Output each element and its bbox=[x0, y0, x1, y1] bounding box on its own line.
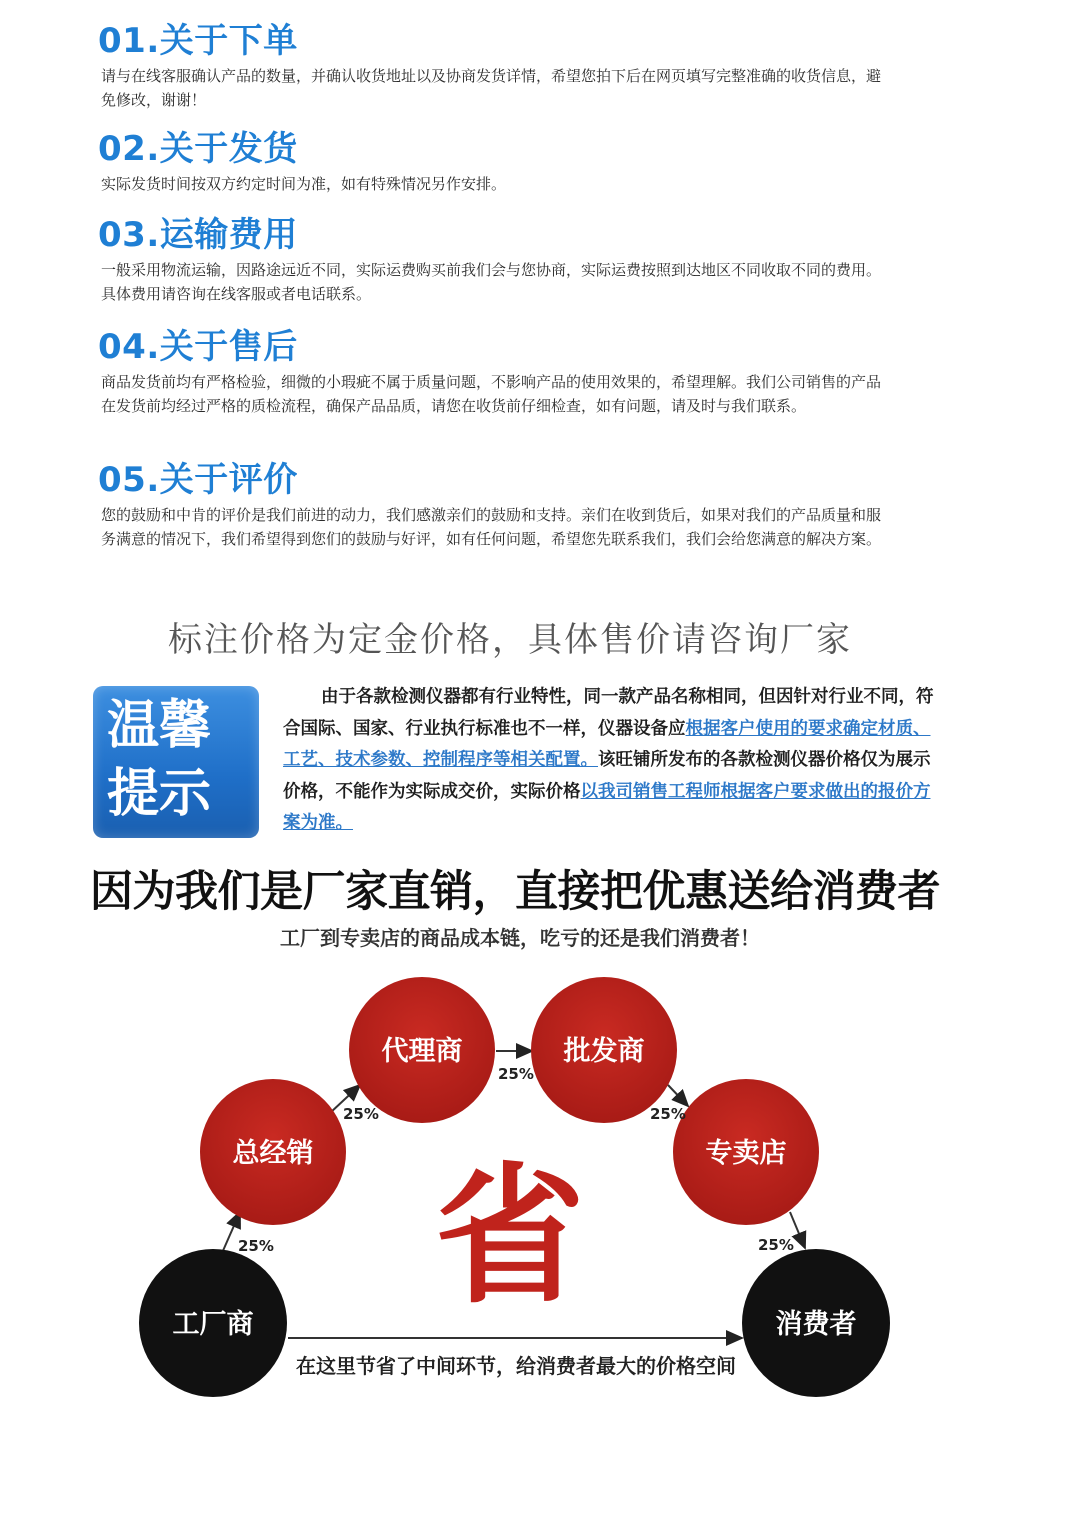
section-title: 03.运输费用 bbox=[98, 215, 298, 255]
section-title: 05.关于评价 bbox=[98, 460, 298, 500]
node-wholesale-label: 批发商 bbox=[563, 1036, 645, 1067]
section-body: 实际发货时间按双方约定时间为准，如有特殊情况另作安排。 bbox=[101, 175, 507, 193]
section-body: 您的鼓励和中肯的评价是我们前进的动力，我们感激亲们的鼓励和支持。亲们在收到货后，如果对我们的产品质量和服务满意的情况下，我们希望得到您们的鼓励与好评，如有任何问题，希望您先联系我们，我们会给您满意的解决方案。 bbox=[101, 506, 882, 548]
section-reviews bbox=[98, 459, 888, 551]
markup-label: 25% bbox=[343, 1105, 379, 1123]
node-consumer-label: 消费者 bbox=[775, 1309, 857, 1340]
node-store-label: 专卖店 bbox=[705, 1138, 787, 1169]
section-body: 请与在线客服确认产品的数量，并确认收货地址以及协商发货详情，希望您拍下后在网页填写完整准确的收货信息，避免修改，谢谢！ bbox=[101, 67, 882, 109]
tip-highlight-2: 以我司销售工程师根据客户要求做出的报价方案为准。 bbox=[283, 781, 931, 833]
node-general-label: 总经销 bbox=[232, 1138, 314, 1169]
tip-paragraph-2: 该旺铺所发布的各款检测仪器价格仅为展示价格，不能作为实际成交价，实际价格 bbox=[283, 750, 931, 802]
factory-direct-headline: 因为我们是厂家直销，直接把优惠送给消费者 bbox=[90, 867, 940, 917]
bottom-caption: 在这里节省了中间环节，给消费者最大的价格空间 bbox=[296, 1354, 736, 1378]
deposit-price-notice: 标注价格为定金价格，具体售价请咨询厂家 bbox=[168, 620, 852, 660]
factory-direct-subline: 工厂到专卖店的商品成本链，吃亏的还是我们消费者！ bbox=[280, 926, 760, 950]
section-body: 一般采用物流运输，因路途远近不同，实际运费购买前我们会与您协商，实际运费按照到达地区不同收取不同的费用。具体费用请咨询在线客服或者电话联系。 bbox=[101, 261, 882, 303]
markup-label: 25% bbox=[238, 1237, 274, 1255]
section-after-sales bbox=[98, 326, 888, 418]
section-body: 商品发货前均有严格检验，细微的小瑕疵不属于质量问题，不影响产品的使用效果的，希望理解。我们公司销售的产品在发货前均经过严格的质检流程，确保产品品质，请您在收货前仔细检查，如有问题，请及时与我们联系。 bbox=[101, 373, 882, 415]
badge-line-1: 温馨 bbox=[107, 695, 212, 756]
warm-tip-badge bbox=[93, 686, 259, 838]
arrow-wholesale-store bbox=[668, 1085, 688, 1106]
section-title: 04.关于售后 bbox=[98, 327, 298, 367]
node-agent-label: 代理商 bbox=[381, 1036, 463, 1067]
supply-chain-diagram bbox=[0, 960, 1080, 1420]
section-title: 02.关于发货 bbox=[98, 129, 298, 169]
save-character: 省 bbox=[434, 1150, 586, 1324]
markup-label: 25% bbox=[758, 1236, 794, 1254]
section-freight bbox=[98, 214, 888, 306]
node-factory-label: 工厂商 bbox=[172, 1309, 254, 1340]
tip-paragraph-1: 由于各款检测仪器都有行业特性，同一款产品名称相同，但因针对行业不同，符合国际、国家、行业执行标准也不一样，仪器设备应 bbox=[283, 687, 934, 739]
section-shipping bbox=[98, 128, 888, 196]
markup-label: 25% bbox=[650, 1105, 686, 1123]
markup-label: 25% bbox=[498, 1065, 534, 1083]
section-ordering bbox=[98, 20, 888, 112]
tip-highlight-1: 根据客户使用的要求确定材质、工艺、技术参数、控制程序等相关配置。 bbox=[283, 718, 931, 770]
badge-line-2: 提示 bbox=[107, 763, 212, 824]
section-title: 01.关于下单 bbox=[98, 21, 298, 61]
warm-tip-text bbox=[283, 682, 943, 840]
